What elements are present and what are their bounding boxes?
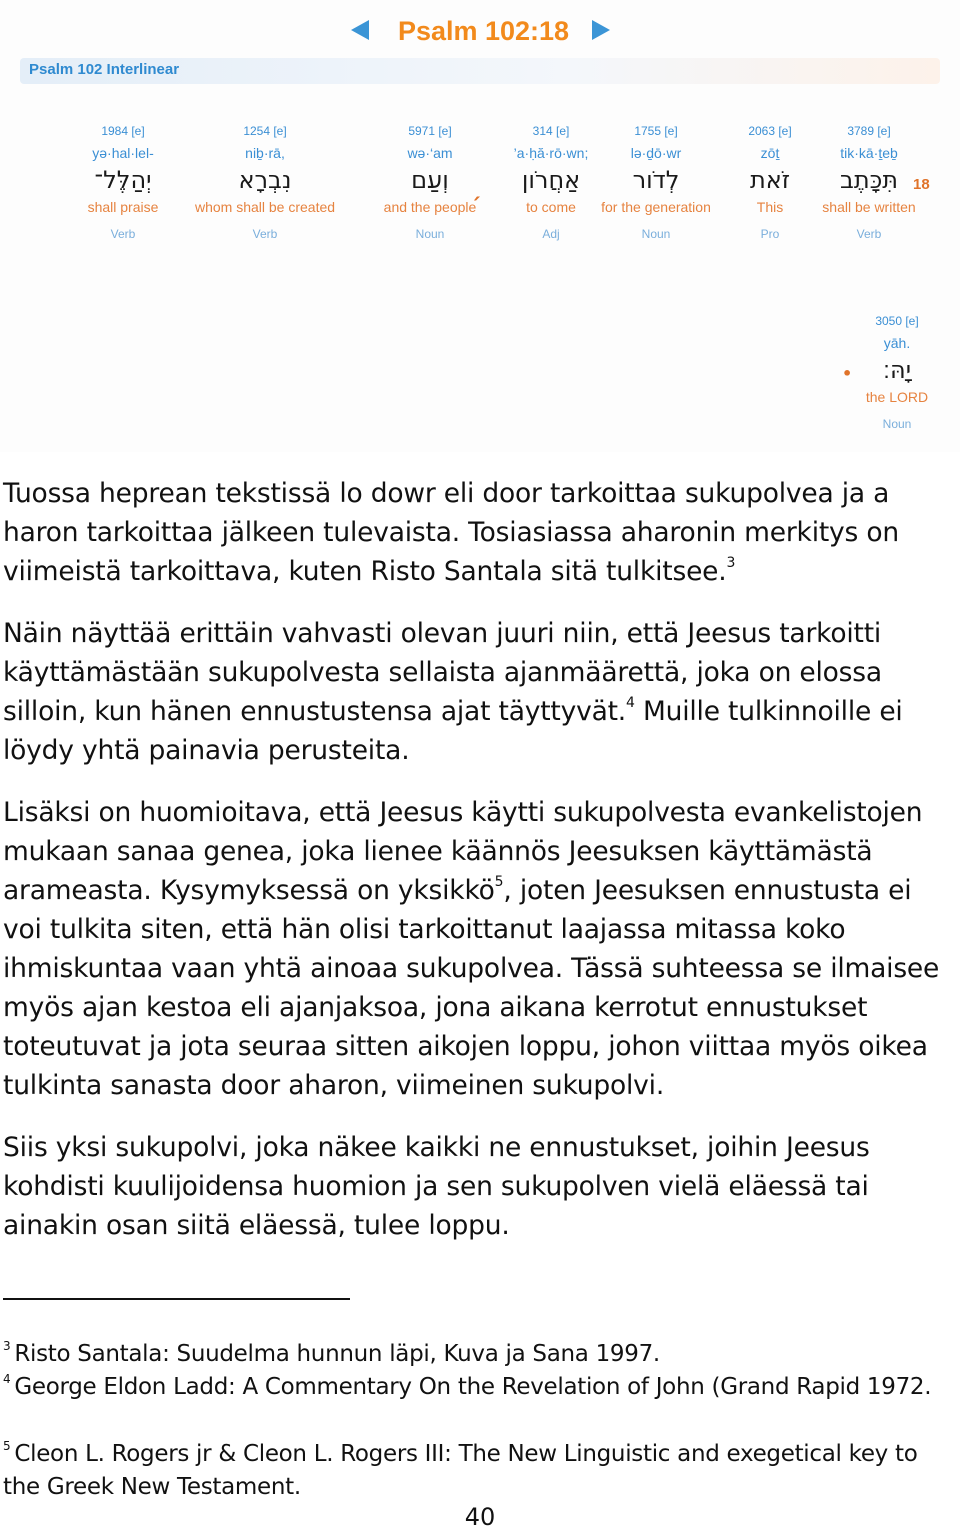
english-gloss: the LORD [865, 389, 929, 405]
transliteration: tik·kā·ṯeḇ [840, 145, 898, 161]
paragraph-4 [3, 1128, 953, 1245]
strong-number[interactable]: 3050 [e] [875, 314, 919, 328]
paragraph-1 [3, 474, 953, 591]
english-gloss: to come [526, 199, 576, 215]
paragraph-text-continued: Muille tulkinnoille ei löydy yhtä painavia perusteita. [3, 696, 903, 766]
part-of-speech[interactable]: Pro [760, 227, 780, 241]
banner-label[interactable]: Psalm 102 Interlinear [29, 61, 180, 78]
part-of-speech[interactable]: Noun [882, 417, 912, 431]
interlinear-word [68, 122, 178, 244]
strong-number[interactable]: 5971 [e] [408, 124, 452, 138]
strong-number[interactable]: 1984 [e] [101, 124, 145, 138]
verse-navigation [0, 14, 960, 50]
transliteration: yə·hal·lel- [92, 145, 154, 161]
verse-title: Psalm 102:18 [397, 16, 570, 46]
paragraph-3 [3, 793, 953, 1105]
paragraph-text: Näin näyttää erittäin vahvasti olevan juuri niin, että Jeesus tarkoitti käyttämästään sukupolvesta sellaista ajanmäärettä, joka on elossa silloin, kun hänen ennustustensa ajat täyttyvät. [3, 618, 882, 727]
footnote-ref[interactable]: 5 [494, 874, 504, 890]
part-of-speech[interactable]: Noun [641, 227, 671, 241]
transliteration: wə·‘am [407, 145, 453, 161]
footnote-text: George Eldon Ladd: A Commentary On the Revelation of John (Grand Rapid 1972. [14, 1374, 932, 1400]
part-of-speech[interactable]: Adj [542, 227, 560, 241]
english-gloss: shall praise [87, 199, 159, 215]
verse-end-dot: • [842, 364, 853, 383]
strong-number[interactable]: 1254 [e] [243, 124, 287, 138]
hebrew-word: זֹאת [749, 166, 791, 194]
footnote-ref[interactable]: 3 [726, 555, 736, 571]
interlinear-screenshot [0, 0, 960, 452]
footnote-number: 3 [3, 1339, 11, 1353]
transliteration: niḇ·rā, [245, 145, 285, 161]
hebrew-word: יְהַלֶּל־ [94, 166, 152, 194]
english-gloss: for the generation [601, 199, 711, 215]
interlinear-word [355, 122, 505, 244]
strong-number[interactable]: 3789 [e] [847, 124, 891, 138]
hebrew-word: תִּכָּתֶב [839, 166, 899, 194]
paragraph-text: Lisäksi on huomioitava, että Jeesus käytti sukupolvesta evankelistojen mukaan sanaa genea, joka lienee käännös Jeesuksen käyttämästä arameasta. Kysymyksessä on yksikkö [3, 797, 923, 906]
hebrew-word: יָהּ׃ [882, 356, 912, 384]
paragraph-text: Siis yksi sukupolvi, joka näkee kaikki ne ennustukset, joihin Jeesus kohdisti kuulijoidensa huomion ja sen sukupolven vielä eläessä tai ainakin osan siitä eläessä, tulee loppu. [3, 1132, 870, 1241]
strong-number[interactable]: 1755 [e] [634, 124, 678, 138]
footnote-separator [3, 1298, 350, 1300]
part-of-speech[interactable]: Verb [252, 227, 278, 241]
hebrew-word: וְעַם [411, 166, 449, 194]
footnote-text: Cleon L. Rogers jr & Cleon L. Rogers III: The New Linguistic and exegetical key to the Greek New Testament. [3, 1441, 918, 1500]
next-verse-arrow-icon[interactable] [592, 20, 610, 40]
part-of-speech[interactable]: Verb [110, 227, 136, 241]
english-gloss: shall be written [822, 199, 916, 215]
verse-number: 18 [913, 176, 930, 193]
footnote-ref[interactable]: 4 [626, 695, 635, 711]
hebrew-word: אַחֲרֹון [521, 166, 581, 194]
previous-verse-arrow-icon[interactable] [351, 20, 369, 40]
paragraph-text: Tuossa heprean tekstissä lo dowr eli door tarkoittaa sukupolvea ja a haron tarkoittaa jälkeen tulevaista. Tosiasiassa aharonin merkitys on viimeistä tarkoittava, kuten Risto Santala sitä tulkitsee. [3, 478, 899, 587]
paragraph-text-continued: , joten Jeesuksen ennustusta ei voi tulkita siten, että hän olisi tarkoittanut laajassa mitassa koko ihmiskuntaa vaan yhtä ainoaa sukupolvea. Tässä suhteessa se ilmaisee myös ajan kestoa eli ajanjaksoa, jona aikana kerrotut ennustukset toteutuvat ja jota seuraa sitten aikojen loppu, johon viittaa myös oikea tulkinta sanasta door aharon, viimeinen sukupolvi. [3, 875, 940, 1101]
hebrew-word: לְדֹור [632, 166, 680, 194]
transliteration: yāh. [883, 335, 911, 351]
transliteration: lə·ḏō·wr [630, 145, 682, 161]
sof-pasuq-mark: ˏ [470, 176, 481, 201]
paragraph-2 [3, 614, 953, 770]
interlinear-word [180, 122, 350, 244]
english-gloss: This [756, 199, 784, 215]
transliteration: zōṯ [760, 145, 780, 161]
english-gloss: and the people [383, 199, 477, 215]
part-of-speech[interactable]: Verb [856, 227, 882, 241]
english-gloss: whom shall be created [194, 199, 336, 215]
page-number: 40 [464, 1503, 496, 1531]
transliteration: ’a·ḥă·rō·wn; [513, 145, 589, 161]
footnote-number: 4 [3, 1372, 11, 1386]
strong-number[interactable]: 2063 [e] [748, 124, 792, 138]
hebrew-word: נִבְרָא [238, 166, 292, 194]
footnote-text: Risto Santala: Suudelma hunnun läpi, Kuva ja Sana 1997. [14, 1341, 660, 1367]
interlinear-banner [20, 58, 940, 84]
footnote-4 [3, 1371, 953, 1404]
strong-number[interactable]: 314 [e] [532, 124, 570, 138]
footnote-number: 5 [3, 1439, 11, 1453]
footnote-3 [3, 1338, 953, 1371]
part-of-speech[interactable]: Noun [415, 227, 445, 241]
interlinear-word [842, 312, 952, 434]
footnote-5 [3, 1438, 953, 1504]
